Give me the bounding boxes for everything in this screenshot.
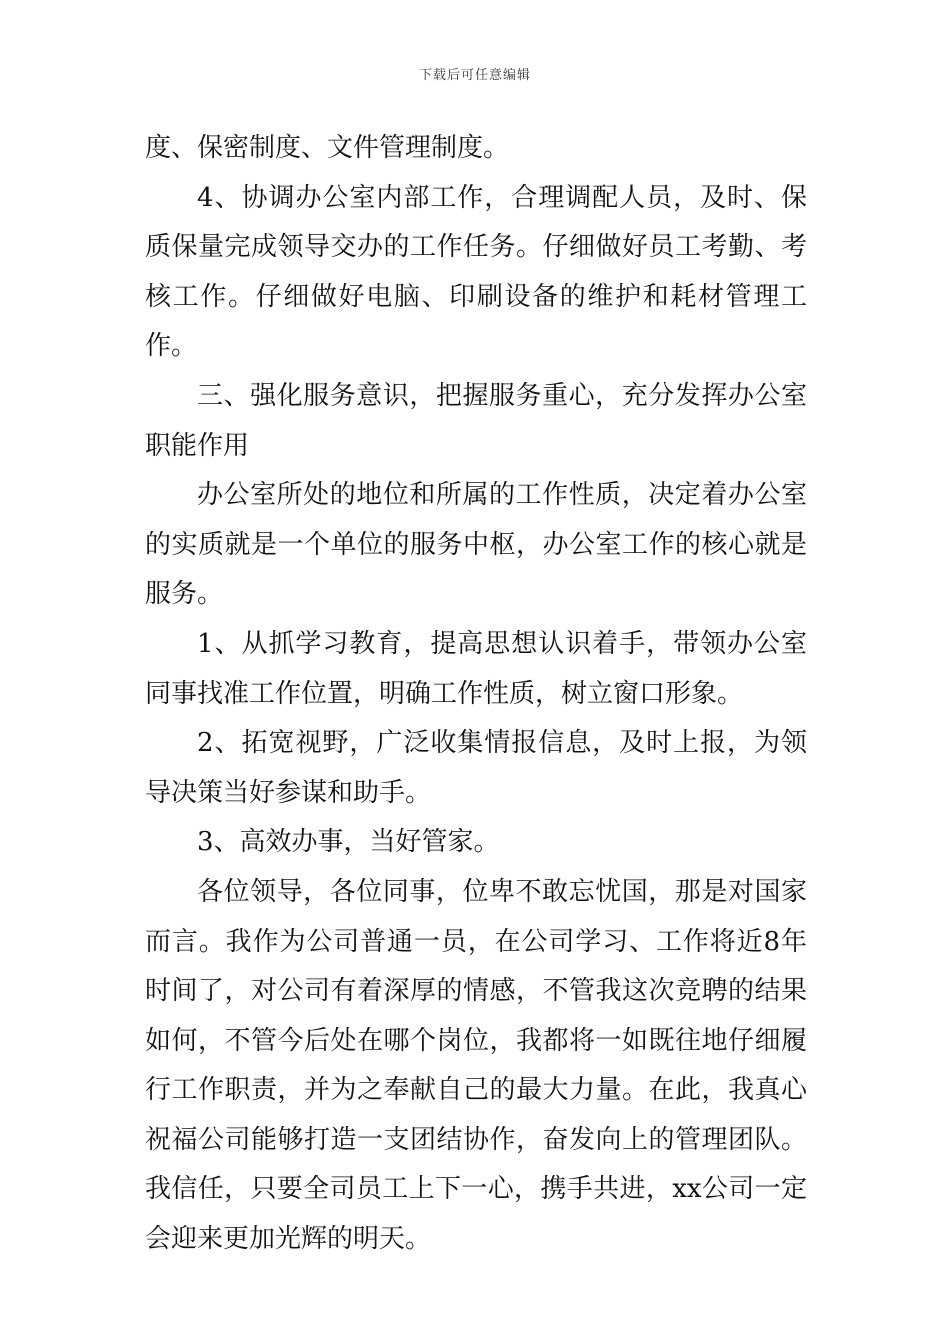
paragraph-2: 4、协调办公室内部工作，合理调配人员，及时、保质保量完成领导交办的工作任务。仔细做好员工考勤、考核工作。仔细做好电脑、印刷设备的维护和耗材管理工作。 (145, 182, 807, 362)
paragraph-1: 度、保密制度、文件管理制度。 (145, 133, 510, 163)
paragraph-6: 2、拓宽视野，广泛收集情报信息，及时上报，为领导决策当好参谋和助手。 (145, 728, 807, 808)
paragraph-7: 3、高效办事，当好管家。 (197, 827, 500, 858)
section-heading: 三、强化服务意识，把握服务重心，充分发挥办公室职能作用 (145, 380, 807, 461)
paragraph-8: 各位领导，各位同事，位卑不敢忘忧国，那是对国家而言。我作为公司普通一员，在公司学习、工作将近8年时间了，对公司有着深厚的情感，不管我这次竞聘的结果如何，不管今后处在哪个岗位，我都将一如既往地仔细履行工作职责，并为之奉献自己的最大力量。在此，我真心祝福公司能够打造一支团结协作，奋发向上的管理团队。我信任，只要全司员工上下一心，携手共进，xx公司一定会迎来更加光辉的明天。 (145, 876, 807, 1255)
paragraph-5: 1、从抓学习教育，提高思想认识着手，带领办公室同事找准工作位置，明确工作性质，树立窗口形象。 (145, 628, 807, 709)
page-header: 下载后可任意编辑 (418, 68, 531, 83)
document-body (145, 124, 807, 1265)
paragraph-4: 办公室所处的地位和所属的工作性质，决定着办公室的实质就是一个单位的服务中枢，办公室工作的核心就是服务。 (145, 480, 807, 610)
